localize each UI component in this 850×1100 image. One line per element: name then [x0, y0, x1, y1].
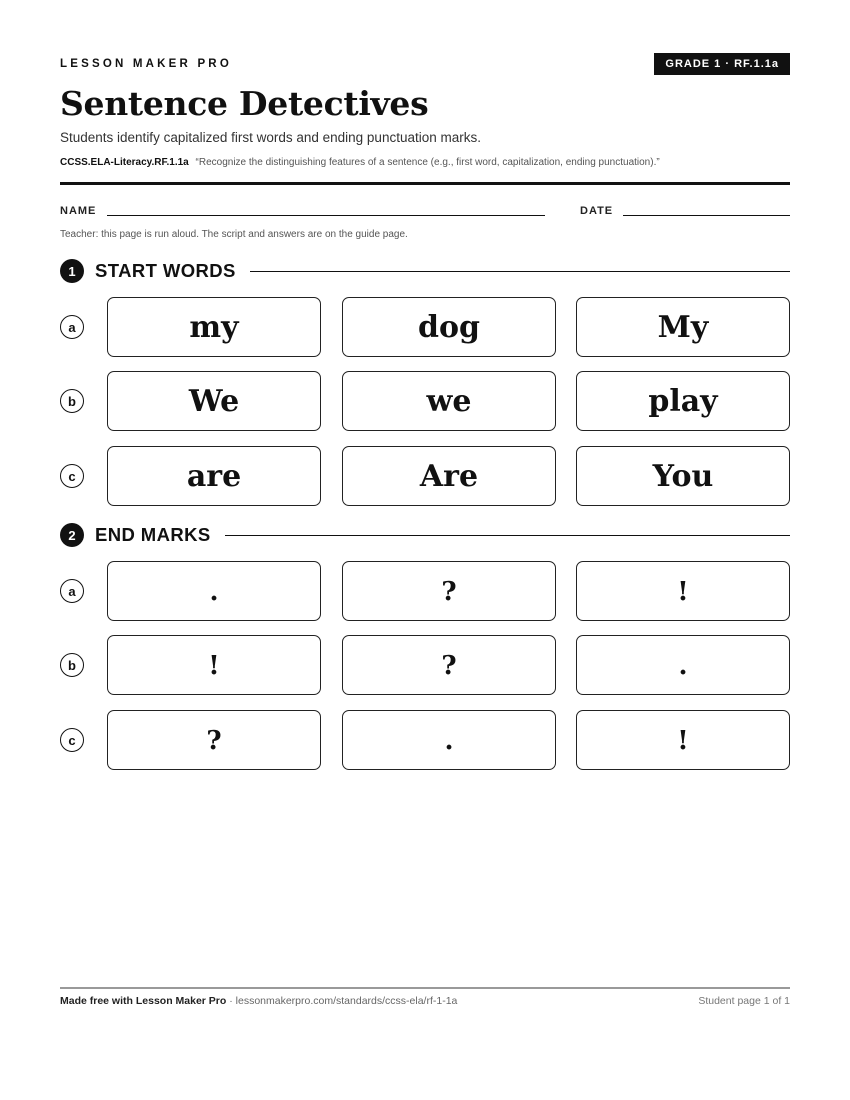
end-marks-row-b — [60, 635, 790, 697]
word-card[interactable]: My — [576, 297, 790, 357]
standard-code: CCSS.ELA-Literacy.RF.1.1a — [60, 157, 189, 168]
worksheet-subtitle: Students identify capitalized first words and ending punctuation marks. — [60, 130, 481, 145]
standard-reference — [60, 157, 660, 168]
word-card[interactable]: my — [107, 297, 321, 357]
word-card[interactable]: are — [107, 446, 321, 506]
footer-page-number: Student page 1 of 1 — [698, 995, 790, 1007]
punctuation-card[interactable]: ? — [342, 635, 556, 695]
punctuation-card[interactable]: . — [107, 561, 321, 621]
word-card[interactable]: We — [107, 371, 321, 431]
grade-badge: GRADE 1 · RF.1.1a — [654, 53, 790, 75]
punctuation-card[interactable]: ! — [576, 710, 790, 770]
name-field[interactable] — [107, 215, 545, 216]
row-letter: c — [60, 728, 84, 752]
standard-text: “Recognize the distinguishing features of a sentence (e.g., first word, capitalization, ending punctuation).” — [195, 157, 660, 168]
section-divider — [250, 271, 790, 272]
header-divider — [60, 182, 790, 185]
section-title: START WORDS — [95, 260, 236, 281]
footer-url[interactable]: · lessonmakerpro.com/standards/ccss-ela/rf-1-1a — [226, 995, 458, 1007]
punctuation-card[interactable]: ! — [576, 561, 790, 621]
row-letter: a — [60, 315, 84, 339]
section-end-marks — [60, 522, 790, 548]
section-divider — [225, 535, 790, 536]
word-card[interactable]: Are — [342, 446, 556, 506]
row-letter: a — [60, 579, 84, 603]
start-words-row-c — [60, 446, 790, 508]
row-letter: c — [60, 464, 84, 488]
footer-made-with: Made free with Lesson Maker Pro — [60, 995, 227, 1007]
teacher-note: Teacher: this page is run aloud. The script and answers are on the guide page. — [60, 229, 408, 240]
punctuation-card[interactable]: ? — [107, 710, 321, 770]
brand-name: LESSON MAKER PRO — [60, 58, 232, 70]
start-words-row-a — [60, 297, 790, 359]
start-words-row-b — [60, 371, 790, 433]
word-card[interactable]: dog — [342, 297, 556, 357]
word-card[interactable]: play — [576, 371, 790, 431]
end-marks-row-c — [60, 710, 790, 772]
name-label: NAME — [60, 205, 97, 217]
section-title: END MARKS — [95, 524, 211, 545]
row-letter: b — [60, 389, 84, 413]
section-number: 1 — [60, 259, 84, 283]
word-card[interactable]: You — [576, 446, 790, 506]
punctuation-card[interactable]: . — [342, 710, 556, 770]
word-card[interactable]: we — [342, 371, 556, 431]
punctuation-card[interactable]: ! — [107, 635, 321, 695]
date-field[interactable] — [623, 215, 790, 216]
date-label: DATE — [580, 205, 614, 217]
section-start-words — [60, 258, 790, 284]
footer-divider — [60, 987, 790, 989]
section-number: 2 — [60, 523, 84, 547]
worksheet-title: Sentence Detectives — [60, 84, 429, 123]
row-letter: b — [60, 653, 84, 677]
end-marks-row-a — [60, 561, 790, 623]
punctuation-card[interactable]: . — [576, 635, 790, 695]
punctuation-card[interactable]: ? — [342, 561, 556, 621]
footer-credit — [60, 995, 457, 1007]
